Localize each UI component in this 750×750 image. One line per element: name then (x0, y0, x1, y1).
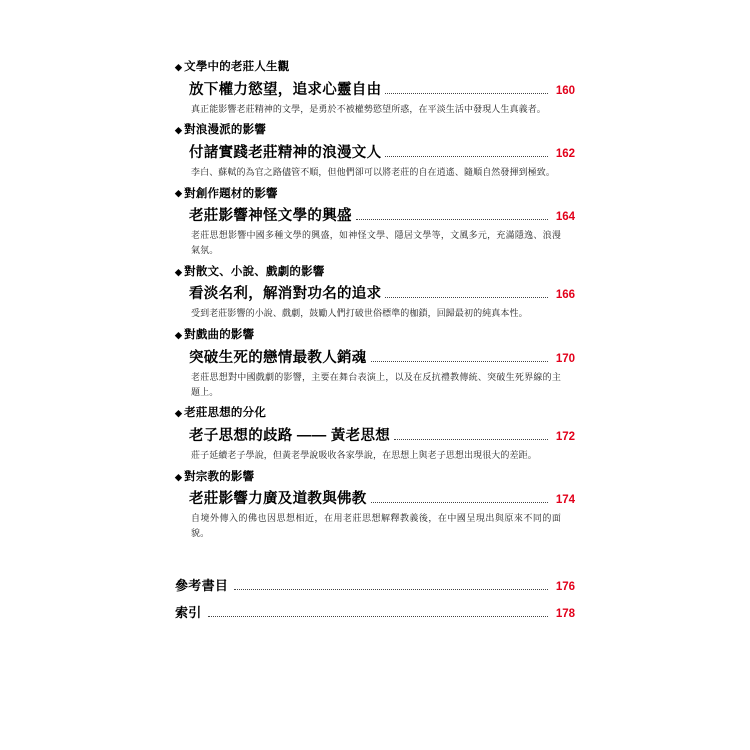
toc-description: 李白、蘇軾的為官之路儘管不順，但他們卻可以將老莊的自在逍遙、隨順自然發揮到極致。 (191, 166, 556, 177)
toc-title-label: 放下權力慾望，追求心靈自由 (189, 81, 382, 98)
dot-leader (208, 616, 548, 617)
toc-entry[interactable] (175, 406, 575, 462)
toc-title-line[interactable] (175, 487, 575, 508)
toc-page-number: 166 (555, 289, 575, 302)
toc-entry[interactable] (175, 123, 575, 179)
toc-entry[interactable] (175, 60, 575, 116)
toc-title-line[interactable] (175, 204, 575, 225)
toc-category-line (175, 406, 575, 422)
back-matter-item-index[interactable] (175, 602, 575, 621)
toc-entry[interactable] (175, 328, 575, 399)
toc-category-label: 對戲曲的影響 (184, 329, 255, 342)
toc-description: 真正能影響老莊精神的文學，是勇於不被權勢慾望所惑，在平淡生活中發現人生真義者。 (191, 103, 546, 114)
dot-leader (356, 219, 548, 220)
diamond-bullet-icon: ◆ (175, 330, 183, 341)
toc-category-label: 對浪漫派的影響 (184, 124, 267, 137)
diamond-bullet-icon: ◆ (175, 266, 183, 277)
dot-leader (371, 361, 548, 362)
toc-description: 老莊思想對中國戲劇的影響，主要在舞台表演上，以及在反抗禮教傳統、突破生死界線的主題上。 (191, 371, 561, 397)
toc-title-line[interactable] (175, 78, 575, 99)
toc-category-label: 老莊思想的分化 (184, 407, 267, 420)
toc-title-label: 老子思想的歧路 —— 黃老思想 (189, 428, 391, 444)
toc-entry[interactable] (175, 265, 575, 321)
toc-title-label: 老莊影響力廣及道教與佛教 (189, 491, 367, 508)
toc-page-number: 172 (555, 431, 575, 443)
toc-page-number: 162 (555, 147, 575, 160)
toc-title-line[interactable] (175, 141, 575, 162)
back-matter-item-bibliography[interactable] (175, 575, 575, 594)
dot-leader (234, 589, 548, 590)
back-matter-list (175, 575, 575, 621)
toc-category-line (175, 187, 575, 203)
dot-leader (385, 93, 548, 94)
toc-category-line (175, 265, 575, 281)
toc-category-line (175, 60, 575, 76)
toc-page-number: 174 (555, 494, 575, 507)
back-matter-title: 參考書目 (175, 578, 229, 594)
back-matter-page-number: 178 (555, 608, 575, 621)
diamond-bullet-icon: ◆ (175, 61, 183, 72)
toc-page-number: 164 (555, 211, 575, 224)
toc-category-label: 對宗教的影響 (184, 470, 255, 483)
toc-category-line (175, 470, 575, 486)
toc-category-label: 對創作題材的影響 (184, 187, 278, 200)
dot-leader (385, 297, 548, 298)
toc-title-label: 付諸實踐老莊精神的浪漫文人 (189, 144, 382, 161)
toc-category-label: 文學中的老莊人生觀 (184, 61, 290, 73)
toc-title-label: 老莊影響神怪文學的興盛 (189, 208, 352, 225)
toc-description: 受到老莊影響的小說、戲劇，鼓勵人們打破世俗標準的枷鎖，回歸最初的純真本性。 (191, 308, 528, 319)
diamond-bullet-icon: ◆ (175, 188, 183, 199)
diamond-bullet-icon: ◆ (175, 125, 183, 136)
diamond-bullet-icon: ◆ (175, 471, 183, 482)
dot-leader (394, 439, 548, 440)
toc-page-number: 170 (555, 352, 575, 365)
toc-title-line[interactable] (175, 346, 575, 367)
dot-leader (385, 156, 548, 157)
toc-category-line (175, 123, 575, 139)
toc-entry[interactable] (175, 187, 575, 258)
toc-category-label: 對散文、小說、戲劇的影響 (184, 265, 325, 278)
toc-title-line[interactable] (175, 424, 575, 445)
toc-description: 老莊思想影響中國多種文學的興盛，如神怪文學、隱居文學等，文風多元，充滿隱逸、浪漫氣氛。 (191, 230, 561, 256)
toc-entry[interactable] (175, 470, 575, 541)
toc-description: 莊子延續老子學說，但黃老學說吸收各家學說，在思想上與老子思想出現很大的差距。 (191, 450, 537, 460)
toc-title-label: 突破生死的戀情最教人銷魂 (189, 349, 367, 366)
dot-leader (371, 502, 548, 503)
toc-category-line (175, 328, 575, 344)
diamond-bullet-icon: ◆ (175, 408, 183, 419)
toc-title-label: 看淡名利，解消對功名的追求 (189, 286, 382, 303)
back-matter-title: 索引 (175, 605, 202, 621)
toc-page-number: 160 (555, 84, 575, 97)
toc-list (175, 60, 575, 621)
back-matter-page-number: 176 (555, 581, 575, 594)
toc-description: 自境外傳入的佛也因思想相近，在用老莊思想解釋教義後，在中國呈現出與原來不同的面貌。 (191, 513, 561, 539)
toc-title-line[interactable] (175, 282, 575, 303)
